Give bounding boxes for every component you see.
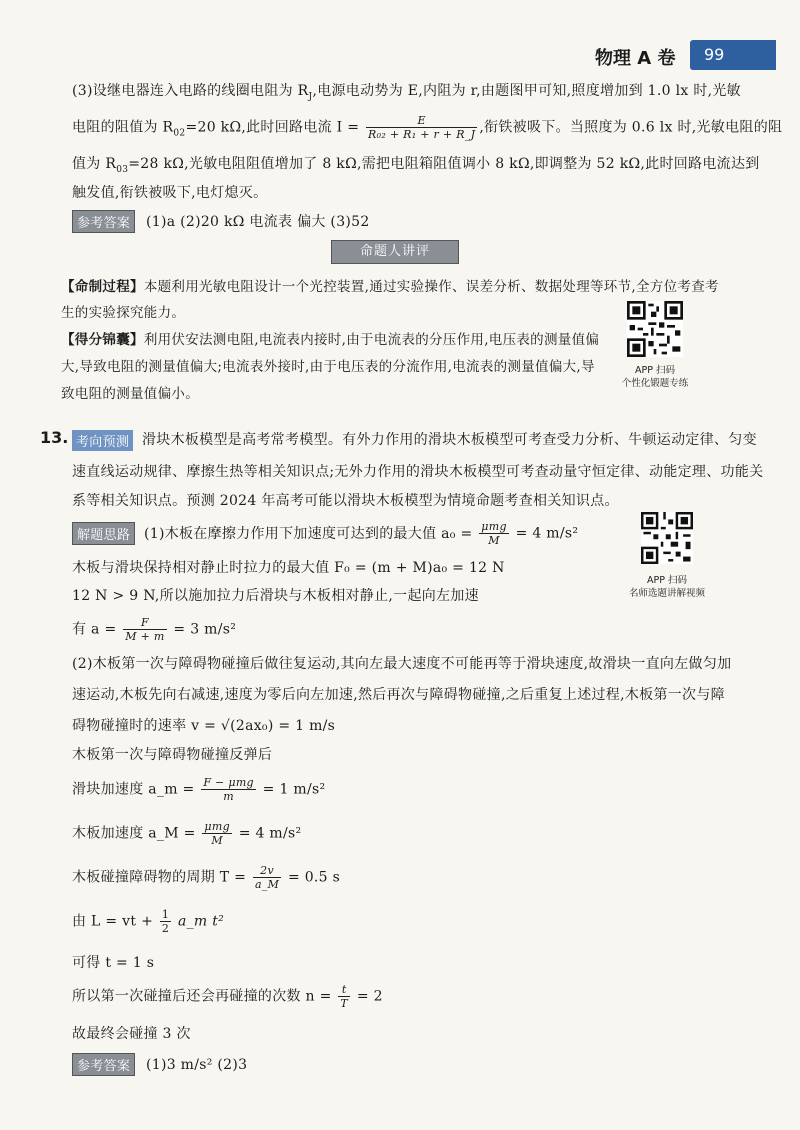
solution-line-2: 木板与滑块保持相对静止时拉力的最大值 F₀ = (m + M)a₀ = 12 N (72, 560, 505, 576)
solution-line-15: 故最终会碰撞 3 次 (72, 1026, 191, 1042)
forecast-line-1: 考向预测 滑块木板模型是高考常考模型。有外力作用的滑块木板模型可考查受力分析、牛顿运动定律、匀变 (72, 429, 757, 451)
current-fraction: $\frac{E}{\text{R₀₂ + R₁ + r + R\_J}}$ (368, 114, 476, 141)
solution-line-12: 由 L = vt + $\frac{1}{2}$ a_m t² (72, 908, 225, 935)
score-line-1: 【得分锦囊】利用伏安法测电阻,电流表内接时,由于电流表的分压作用,电压表的测量值偏 (61, 332, 600, 348)
solution-line-14: 所以第一次碰撞后还会再碰撞的次数 n = $\frac{t}{T}$ = 2 (72, 983, 383, 1010)
answer-text-1: (1)a (2)20 kΩ 电流表 偏大 (3)52 (145, 213, 370, 230)
qr-caption-1: APP 扫码 个性化锻题专练 (621, 365, 689, 389)
forecast-label: 考向预测 (72, 430, 133, 451)
p3-line-2: 电阻的阻值为 $R_{02}=20$ kΩ,此时回路电流 I = $\frac{E}{\text{R₀₂ + R₁ + r + R\_J}}$ ,衔铁被吸下。当照度为 0.6 lx 时,光敏电阻的阻 (72, 114, 783, 141)
forecast-line-2: 速直线运动规律、摩擦生热等相关知识点;无外力作用的滑块木板模型可考查动量守恒定律、动能定理、功能关 (72, 464, 764, 480)
answer-label-2: 参考答案 (72, 1053, 135, 1076)
qr-code-video-icon[interactable] (641, 512, 693, 564)
qr-caption-2: APP 扫码 名师选题讲解视频 (628, 575, 705, 599)
solution-line-9: 滑块加速度 a_m = $\frac{\text{F − μmg}}{m}$ = 1 m/s² (72, 776, 326, 803)
process-line-2: 生的实验探究能力。 (61, 305, 186, 321)
idea-label: 解题思路 (72, 522, 135, 545)
question-number: 13. (40, 428, 69, 447)
process-line-1: 【命制过程】本题利用光敏电阻设计一个光控装置,通过实验操作、误差分析、数据处理等环节,全方位考查考 (61, 279, 719, 295)
solution-line-1: 解题思路 (1)木板在摩擦力作用下加速度可达到的最大值 a₀ = $\frac{\text{μmg}}{M}$ = 4 m/s² (72, 520, 578, 547)
solution-line-3: 12 N > 9 N,所以施加拉力后滑块与木板相对静止,一起向左加速 (72, 588, 479, 604)
solution-line-11: 木板碰撞障碍物的周期 T = $\frac{2v}{a\_M}$ = 0.5 s (72, 864, 341, 891)
answer-row-2 (72, 1053, 247, 1076)
page-header-title: 物理 A 卷 (595, 48, 676, 69)
solution-line-6: 速运动,木板先向右减速,速度为零后向左加速,然后再次与障碍物碰撞,之后重复上述过程,木板第一次与障 (72, 687, 725, 703)
forecast-line-3: 系等相关知识点。预测 2024 年高考可能以滑块木板模型为情境命题考查相关知识点。 (72, 493, 619, 509)
page-number-badge: 99 (690, 40, 776, 70)
solution-line-13: 可得 t = 1 s (72, 955, 155, 971)
solution-line-10: 木板加速度 a_M = $\frac{\text{μmg}}{M}$ = 4 m/s² (72, 820, 302, 847)
commentary-banner: 命题人讲评 (331, 240, 459, 264)
solution-line-8: 木板第一次与障碍物碰撞反弹后 (72, 747, 273, 763)
solution-line-7: 碍物碰撞时的速率 v = √(2ax₀) = 1 m/s (72, 718, 336, 734)
answer-row-1 (72, 210, 370, 233)
p3-line-3: 值为 $R_{03}=28$ kΩ,光敏电阻阻值增加了 8 kΩ,需把电阻箱阻值调小 8 kΩ,即调整为 52 kΩ,此时回路电流达到 (72, 156, 760, 175)
solution-line-5: (2)木板第一次与障碍物碰撞后做往复运动,其向左最大速度不可能再等于滑块速度,故滑块一直向左做匀加 (72, 656, 732, 672)
score-line-3: 致电阻的测量值偏小。 (61, 386, 199, 402)
answer-label-1: 参考答案 (72, 210, 135, 233)
p3-line-1: (3)设继电器连入电路的线圈电阻为 $R_J$,电源电动势为 E,内阻为 r,由题图甲可知,照度增加到 1.0 lx 时,光敏 (72, 83, 741, 102)
answer-text-2: (1)3 m/s² (2)3 (145, 1056, 248, 1073)
p3-line-4: 触发值,衔铁被吸下,电灯熄灭。 (72, 185, 268, 201)
solution-line-4: 有 a = $\frac{F}{M + m}$ = 3 m/s² (72, 616, 237, 643)
score-line-2: 大,导致电阻的测量值偏大;电流表外接时,由于电压表的分流作用,电流表的测量值偏大,导 (61, 359, 595, 375)
qr-code-icon[interactable] (627, 301, 683, 357)
